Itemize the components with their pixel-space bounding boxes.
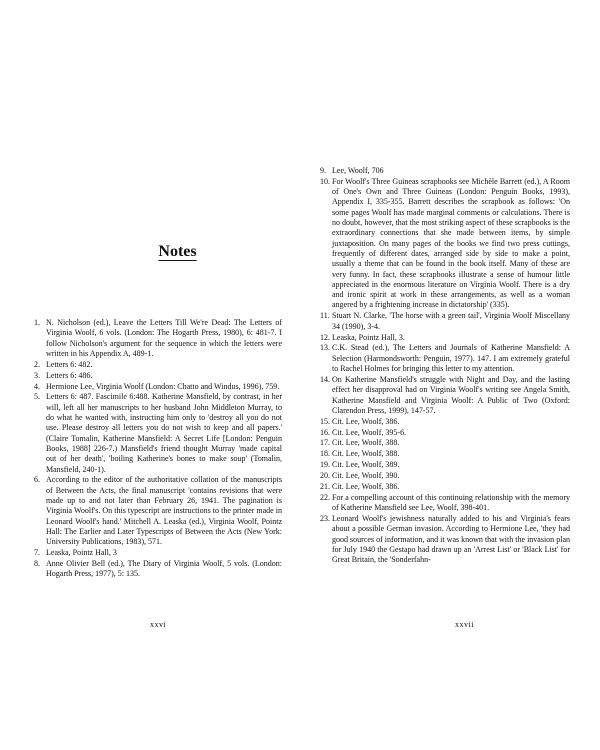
note-item bbox=[34, 318, 282, 359]
note-item bbox=[34, 371, 282, 381]
note-text: According to the editor of the authoritative collation of the manuscripts of Between the Acts, the final manuscript 'contains revisions that were made up to and not later than February 26, 1941. The pagination is Virginia Woolf's. On this typescript are instructions to the printer made in Leonard Woolf's hand.' Mitchell A. Leaska (ed.), Virginia Woolf, Pointz Hall: The Earlier and Later Typescripts of Between the Acts (New York: University Publications, 1983), 571. bbox=[46, 475, 282, 547]
note-item bbox=[320, 333, 570, 343]
note-item bbox=[320, 460, 570, 470]
note-number: 4. bbox=[34, 381, 40, 391]
note-text: Cit. Lee, Woolf, 388. bbox=[332, 449, 400, 459]
note-text: For Woolf's Three Guineas scrapbooks see Michèle Barrett (ed.), A Room of One's Own and Three Guineas (London: Penguin Books, 1993), Appendix I, 335-355. Barrett describes the scrapbook as follows: 'On some pages Woolf has made marginal comments or calculations. There is no doubt, however, that the most striking aspect of these scrapbooks is the extraordinary connections that she made between items, by simple juxtaposition. On many pages of the books we find two press cuttings, frequently of different dates, arranged side by side to make a point, usually a theme that can be found in the book itself. Many of these are very funny. In fact, these scrapbooks illustrate a sense of humour little appreciated in the enormous literature on Virginia Woolf. There is a dry and ironic spirit at work in these arrangements, as well as a woman angered by a frightening increase in dictatorship' (335). bbox=[332, 176, 570, 310]
note-number: 1. bbox=[34, 318, 40, 327]
note-number: 15. bbox=[320, 416, 330, 426]
note-number: 22. bbox=[320, 492, 330, 502]
note-item bbox=[34, 475, 282, 547]
notes-list-left bbox=[34, 318, 282, 580]
note-text: Leonard Woolf's jewishness naturally added to his and Virginia's fears about a possible German invasion. According to Hermione Lee, 'they had good sources of information, and it was known that with the invasion plan for July 1940 the Gestapo had drawn up an 'Arrest List' or 'Black List' for Great Britain, the 'Sonderfahn- bbox=[332, 514, 570, 565]
note-number: 8. bbox=[34, 558, 40, 568]
note-number: 21. bbox=[320, 482, 330, 492]
note-item bbox=[320, 428, 570, 438]
note-text: Cit. Lee, Woolf, 386. bbox=[332, 482, 400, 492]
note-number: 11. bbox=[320, 311, 330, 321]
note-text: Cit. Lee, Woolf, 390. bbox=[332, 471, 400, 481]
note-item bbox=[34, 559, 282, 580]
note-text: Letters 6: 486. bbox=[46, 370, 93, 380]
note-item bbox=[34, 548, 282, 558]
note-number: 10. bbox=[320, 176, 330, 186]
note-item bbox=[34, 360, 282, 370]
note-number: 17. bbox=[320, 438, 330, 448]
note-item bbox=[320, 438, 570, 448]
note-item bbox=[320, 311, 570, 332]
note-number: 13. bbox=[320, 343, 330, 353]
note-text: Lee, Woolf, 706 bbox=[332, 166, 384, 175]
note-number: 12. bbox=[320, 332, 330, 342]
note-text: For a compelling account of this continuing relationship with the memory of Katherine Mansfield see Lee, Woolf, 398-401. bbox=[332, 492, 570, 513]
notes-list-right bbox=[320, 166, 570, 566]
note-number: 14. bbox=[320, 374, 330, 384]
note-text: Letters 6: 482. bbox=[46, 359, 93, 369]
page-number-left: xxvi bbox=[150, 620, 167, 629]
note-item bbox=[320, 343, 570, 374]
note-text: Letters 6: 487. Fascimile 6:488. Katherine Mansfield, by contrast, in her will, left all her manuscripts to her husband John Middleton Murray, to do what he wanted with, instructing him only to 'destroy all you do not use. Please destroy all letters you do not wish to keep and all papers.' (Claire Tomalin, Katherine Mansfield: A Secret Life [London: Penguin Books, 1988] 226-7.) Mansfield's friend thought Murray 'made capital out of her death', 'boiling Katherine's bones to make soup' (Tomalin, Mansfield, 240-1). bbox=[46, 392, 282, 474]
note-item bbox=[320, 514, 570, 565]
note-text: C.K. Stead (ed.), The Letters and Journals of Katherine Mansfield: A Selection (Harmondsworth: Penguin, 1977). 147. I am extremely grateful to Rachel Holmes for bringing this letter to my attention. bbox=[332, 343, 570, 374]
note-item bbox=[320, 493, 570, 514]
note-item bbox=[320, 375, 570, 416]
note-number: 9. bbox=[320, 166, 326, 175]
note-number: 3. bbox=[34, 370, 40, 380]
note-item bbox=[320, 177, 570, 311]
note-text: On Katherine Mansfield's struggle with Night and Day, and the lasting effect her disapproval had on Virginia Woolf's writing see Angela Smith, Katherine Mansfield and Virginia Woolf: A Public of Two (Oxford: Clarendon Press, 1999), 147-57. bbox=[332, 374, 570, 415]
note-number: 18. bbox=[320, 449, 330, 459]
note-text: Leaska, Pointz Hall, 3. bbox=[332, 332, 405, 342]
page-number-right: xxvii bbox=[455, 620, 474, 629]
note-text: N. Nicholson (ed.), Leave the Letters Till We're Dead: The Letters of Virginia Woolf, 6 vols. (London: The Hogarth Press, 1980), 6: 481-7. I follow Nicholson's argument for the sequence in which the letters were written in his Appendix A, 489-1. bbox=[46, 318, 282, 358]
note-text: Cit. Lee, Woolf, 388. bbox=[332, 438, 400, 448]
note-number: 16. bbox=[320, 427, 330, 437]
note-text: Stuart N. Clarke, 'The horse with a green tail', Virginia Woolf Miscellany 34 (1990), 3-4. bbox=[332, 311, 570, 331]
note-number: 20. bbox=[320, 471, 330, 481]
page-title: Notes bbox=[158, 243, 197, 260]
note-number: 5. bbox=[34, 392, 40, 402]
note-number: 23. bbox=[320, 514, 330, 524]
note-number: 2. bbox=[34, 359, 40, 369]
note-item bbox=[320, 471, 570, 481]
note-text: Anne Olivier Bell (ed.), The Diary of Virginia Woolf, 5 vols. (London: Hogarth Press, 1977), 5: 135. bbox=[46, 558, 282, 579]
note-text: Cit. Lee, Woolf, 395-6. bbox=[332, 427, 407, 437]
note-number: 6. bbox=[34, 475, 40, 485]
note-number: 7. bbox=[34, 548, 40, 558]
note-item bbox=[34, 382, 282, 392]
note-item bbox=[320, 417, 570, 427]
note-item bbox=[320, 482, 570, 492]
note-text: Leaska, Pointz Hall, 3 bbox=[46, 548, 117, 558]
note-text: Hermione Lee, Virginia Woolf (London: Chatto and Windus, 1996), 759. bbox=[46, 381, 280, 391]
note-item bbox=[320, 449, 570, 459]
note-item bbox=[320, 166, 570, 176]
note-text: Cit. Lee, Woolf, 389. bbox=[332, 460, 400, 470]
note-number: 19. bbox=[320, 460, 330, 470]
note-item bbox=[34, 392, 282, 474]
note-text: Cit. Lee, Woolf, 386. bbox=[332, 416, 400, 426]
